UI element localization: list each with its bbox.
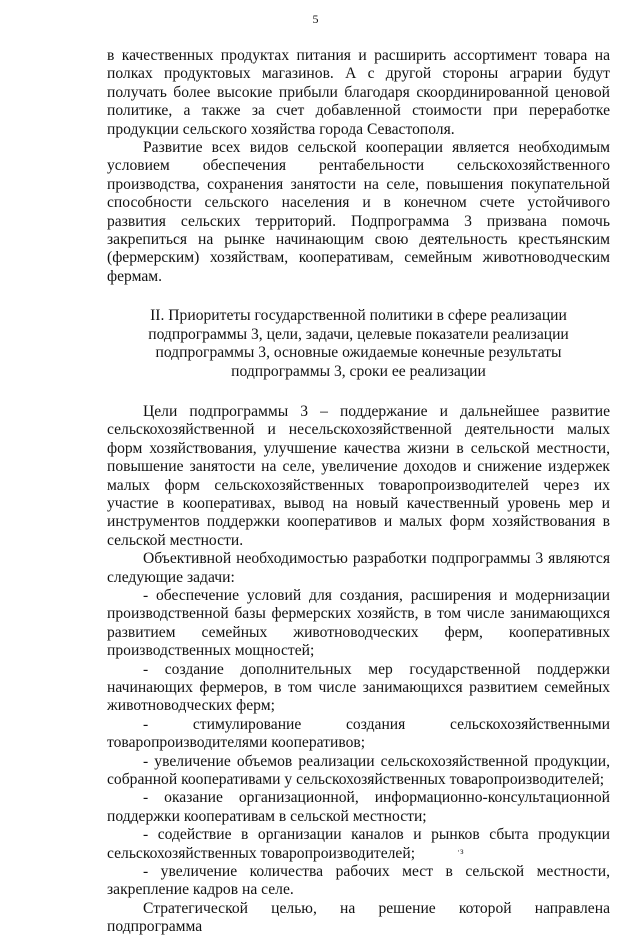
- task-list-item: - обеспечение условий для создания, расширения и модернизации производственной базы фермерских хозяйств, в том числе занимающихся развитием семейных животноводческих ферм, кооперативных производственных мощностей;: [107, 586, 610, 660]
- task-list-item: - создание дополнительных мер государственной поддержки начинающих фермеров, в том числе занимающихся развитием семейных животноводческих ферм;: [107, 660, 610, 715]
- section-heading-line: подпрограммы 3, основные ожидаемые конечные результаты: [155, 344, 562, 362]
- task-list-item: - увеличение объемов реализации сельскохозяйственной продукции, собранной кооперативами у сельскохозяйственных товаропроизводителей;: [107, 752, 610, 789]
- section-heading-line: подпрограммы 3, сроки ее реализации: [231, 362, 486, 380]
- paragraph-cooperation: Развитие всех видов сельской кооперации является необходимым условием обеспечения рентабельности сельскохозяйственного производства, сохранения занятости на селе, повышения покупательной способности сельского населения и в конечном счете устойчивого развития сельских территорий. Подпрограмма 3 призвана помочь закрепиться на рынке начинающим свою деятельность крестьянским (фермерским) хозяйствам, кооперативам, семейным животноводческим фермам.: [107, 139, 610, 285]
- document-body: [107, 47, 610, 937]
- section-heading: [107, 307, 610, 381]
- section-heading-line: подпрограммы 3, цели, задачи, целевые показатели реализации: [148, 325, 569, 343]
- task-list-item: - стимулирование создания сельскохозяйственными товаропроизводителями кооперативов;: [107, 715, 610, 752]
- paragraph-continuation: в качественных продуктах питания и расширить ассортимент товара на полках продуктовых магазинов. А с другой стороны аграрии будут получать более высокие прибыли благодаря скоординированной ценовой политике, а также за счет добавленной стоимости при переработке продукции сельского хозяйства города Севастополя.: [107, 47, 610, 138]
- task-list-item: - содействие в организации каналов и рынков сбыта продукции сельскохозяйственных товаропроизводителей;: [107, 826, 610, 862]
- page-number: 5: [312, 12, 319, 26]
- section-heading-line: II. Приоритеты государственной политики в сфере реализации: [150, 307, 567, 325]
- task-list-item: - оказание организационной, информационно-консультационной поддержки кооперативам в сельской местности;: [107, 789, 610, 825]
- scan-artifact-mark: ·з: [457, 846, 464, 856]
- paragraph-tasks-intro: Объективной необходимостью разработки подпрограммы 3 являются следующие задачи:: [107, 550, 610, 586]
- task-list-item: - увеличение количества рабочих мест в сельской местности, закрепление кадров на селе.: [107, 863, 610, 899]
- paragraph-goals: Цели подпрограммы 3 – поддержание и дальнейшее развитие сельскохозяйственной и несельскохозяйственной деятельности малых форм хозяйствования, улучшение качества жизни в сельской местности, повышение занятости на селе, увеличение доходов и снижение издержек малых форм сельскохозяйственных товаропроизводителей через их участие в кооперативах, вывод на новый качественный уровень мер и инструментов поддержки кооперативов и малых форм хозяйствования в сельской местности.: [107, 402, 610, 549]
- paragraph-strategic-goal: Стратегической целью, на решение которой направлена подпрограмма: [107, 899, 610, 936]
